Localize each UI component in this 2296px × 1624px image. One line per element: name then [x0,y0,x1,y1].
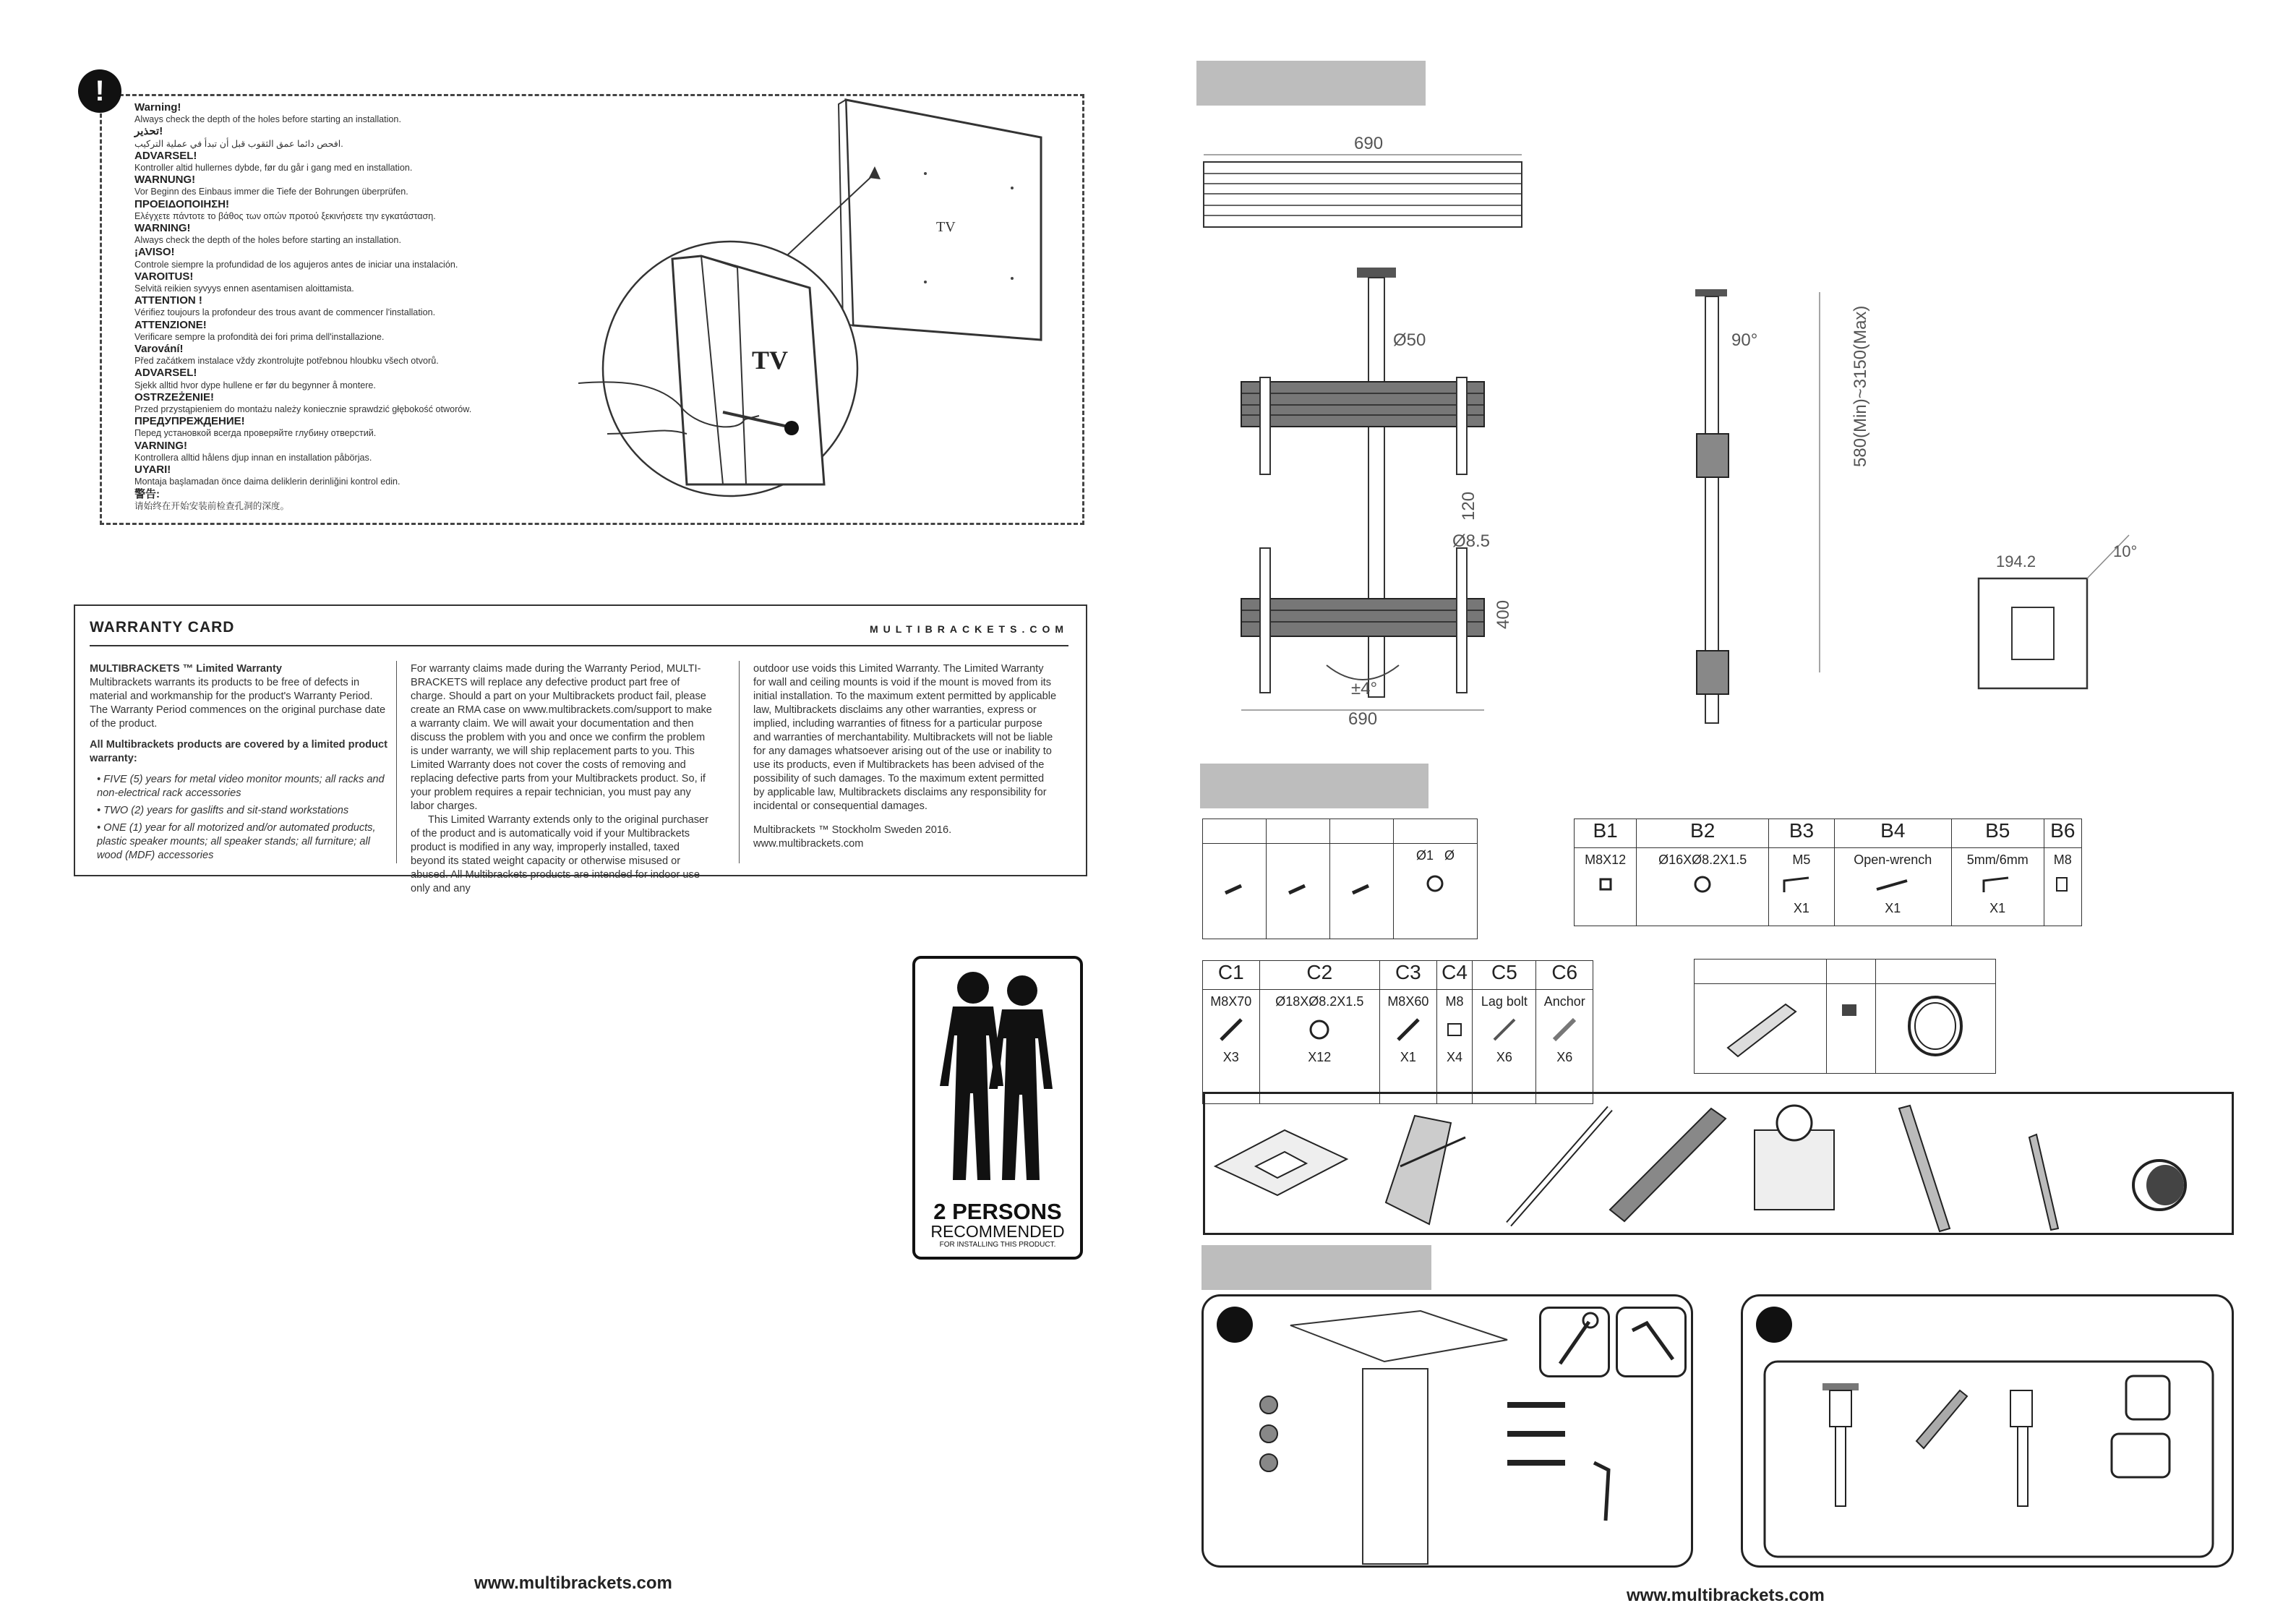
persons-note: FOR INSTALLING THIS PRODUCT. [939,1241,1056,1249]
footer-url-left[interactable]: www.multibrackets.com [474,1573,672,1593]
warranty-sign: Multibrackets ™ Stockholm Sweden 2016. [753,824,952,836]
warning-label: ATTENZIONE! [134,318,207,331]
warning-label: OSTRZEŻENIE! [134,390,215,403]
warning-label: ATTENTION ! [134,294,202,307]
dimension-drawing [1196,116,2209,738]
part-code: B1 [1575,819,1637,848]
anchor-icon [1550,1015,1579,1044]
section-header-dimensions [1196,61,1426,106]
warranty-column-3 [753,662,1057,858]
warning-text: Vérifiez toujours la profondeur des trous avant de commencer l'installation. [134,307,436,318]
washer-icon [1421,869,1449,898]
warranty-divider [90,645,1068,646]
hex-key-icon [1979,873,2016,895]
pole-clamp-icon [1755,1106,1834,1210]
warranty-column-2 [411,662,714,903]
part-qty: X12 [1308,1050,1332,1064]
warning-text: Kontrollera alltid hålens djup innan en installation påbörjas. [134,452,372,463]
part-qty: X6 [1496,1050,1512,1064]
warning-label: WARNING! [134,222,191,235]
dim-bar-width: 690 [1354,134,1384,153]
warning-label: ΠΡΟΕΙΔΟΠΟΙΗΣΗ! [134,197,230,210]
part-spec-b: Ø [1444,848,1455,863]
warning-label: 警告: [134,487,160,500]
small-bar-icon [2029,1134,2058,1230]
part-code: C2 [1259,961,1380,990]
section-header-installation [1201,1245,1431,1290]
dim-plate-width: 194.2 [1996,552,2036,570]
dim-vertical-120: 120 [1459,491,1478,521]
part-spec-a: Ø1 [1415,848,1434,863]
knob-bolt-icon [1836,990,1865,1033]
installation-step-2 [1741,1294,2234,1568]
warranty-bullet: • ONE (1) year for all motorized and/or automated products, plastic speaker mounts; all speaker stands; all furniture; all wood (MDF) accessories [97,822,376,861]
part-code: B4 [1834,819,1951,848]
rail-icon [1610,1108,1726,1221]
warranty-bullet: • TWO (2) years for gaslifts and sit-stand workstations [97,805,349,816]
part-code: B3 [1769,819,1835,848]
warning-text: Sjekk alltid hvor dype hullene er før du begynner å montere. [134,380,376,390]
warning-label: ¡AVISO! [134,246,175,259]
persons-subtitle: RECOMMENDED [930,1222,1065,1241]
warning-label: UYARI! [134,463,171,476]
warning-text: Always check the depth of the holes before starting an installation. [134,235,401,246]
screw-icon [1283,850,1312,907]
vertical-bar-icon [1899,1106,1950,1231]
hex-key-icon [1780,873,1823,895]
end-cap-icon [2133,1161,2185,1210]
screw-icon [1347,850,1376,907]
ring-clamp-icon [1899,990,1971,1062]
parts-table-a [1202,819,1478,939]
warranty-paragraph: outdoor use voids this Limited Warranty. The Limited Warranty for wall and ceiling mounts is void if the mount is moved from its initial installation. To the maximum extent permitted by applicable law, Multibrackets disclaims any other warranties, express or implied, including warranties of fitness for a particular purpose and warranties of merchantability. Multibrackets will not be liable for any damages whatsoever arising out of the use or inability to use its products, even if Multibrackets has been advised of the possibility of such damages. To the maximum extent permitted by applicable law, Multibrackets disclaims any responsibility for incidental or consequential damages. [753,663,1057,812]
nut-icon [2054,873,2071,895]
warning-label: ADVARSEL! [134,367,197,380]
open-wrench-icon [1871,873,1914,895]
part-spec: Ø18XØ8.2X1.5 [1275,994,1364,1009]
parts-table-d [1694,959,1996,1074]
warning-text: Перед установкой всегда проверяйте глубину отверстий. [134,428,377,439]
part-code: C5 [1473,961,1536,990]
warning-text: Selvitä reikien syvyys ennen asentamisen aloittamista. [134,283,354,294]
warning-text: Kontroller altid hullernes dybde, før du går i gang med en installation. [134,163,413,174]
warning-list [134,101,539,512]
parts-table-b [1574,819,2082,926]
part-spec: 5mm/6mm [1966,852,2029,867]
two-persons-icon [915,963,1080,1195]
warranty-column-1 [90,662,393,866]
warranty-heading: MULTIBRACKETS ™ Limited Warranty [90,663,282,675]
part-spec: Anchor [1543,994,1585,1009]
screw-icon [1220,850,1248,907]
warning-text: Przed przystąpieniem do montażu należy koniecznie sprawdzić głębokość otworów. [134,404,472,415]
warning-label: ADVARSEL! [134,149,197,162]
dim-pole-diameter: Ø50 [1393,330,1426,350]
warranty-covered: All Multibrackets products are covered by a limited product warranty: [90,739,387,764]
dim-plate-tilt: 10° [2113,542,2138,560]
part-spec: Open-wrench [1854,852,1932,867]
bolt-icon [1394,1015,1423,1044]
warranty-title: WARRANTY CARD [90,619,235,636]
part-qty: X1 [1885,901,1901,915]
part-spec: M8X12 [1585,852,1627,867]
installation-step-1 [1201,1294,1693,1568]
part-qty: X1 [1400,1050,1416,1064]
part-code: B6 [2044,819,2081,848]
warranty-intro: Multibrackets warrants its products to be free of defects in material and workmanship for the product's Warranty Period. The Warranty Period commences on the original purchase date of the product. [90,677,386,730]
drill-depth-illustration [578,94,1084,525]
footer-url-right[interactable]: www.multibrackets.com [1627,1586,1825,1605]
nut-icon [1444,1015,1465,1044]
tv-label-small: TV [936,219,956,235]
part-spec: M5 [1792,852,1811,867]
part-code: C1 [1203,961,1260,990]
two-persons-badge [912,956,1083,1260]
warranty-url: www.multibrackets.com [753,838,864,850]
dim-rotation: 90° [1731,330,1758,350]
components-panel [1203,1092,2234,1235]
part-qty: X3 [1222,1050,1239,1064]
part-spec: M8 [2053,852,2072,867]
part-qty: X1 [1793,901,1809,915]
warranty-paragraph: This Limited Warranty extends only to the original purchaser of the product and is automatically void if your Multibrackets product is modified in any way, improperly installed, taxed beyond its stated weight capacity or otherwise misused or abused. All Multibrackets products are intended for indoor use only and any [411,814,708,894]
exclamation-icon: ! [78,69,121,113]
part-spec: Lag bolt [1481,994,1528,1009]
part-spec: M8X70 [1210,994,1252,1009]
warning-text: Controle siempre la profundidad de los agujeros antes de iniciar una instalación. [134,259,458,270]
dim-height-range: 580(Min)~3150(Max) [1851,305,1870,467]
warranty-card [74,604,1087,894]
step-2-illustration [1743,1296,2236,1570]
warning-text: Před začátkem instalace vždy zkontrolujte potřebnou hloubku všech otvorů. [134,356,439,367]
column-divider [739,661,740,863]
step-1-illustration [1204,1296,1695,1570]
part-qty: X6 [1556,1050,1573,1064]
part-code: B2 [1637,819,1769,848]
part-spec: M8 [1445,994,1464,1009]
ceiling-plate-icon [1215,1130,1347,1195]
part-code: C4 [1436,961,1473,990]
tv-label-large: TV [752,346,789,375]
part-spec: M8X60 [1387,994,1429,1009]
warranty-site: MULTIBRACKETS.COM [869,623,1068,635]
warning-label: تحذير! [134,125,163,138]
column-divider [396,661,397,863]
part-code: C3 [1380,961,1437,990]
dim-hole-diameter: Ø8.5 [1452,531,1491,551]
warning-label: WARNUNG! [134,174,196,187]
part-spec: Ø16XØ8.2X1.5 [1658,852,1747,867]
warranty-paragraph: For warranty claims made during the Warranty Period, MULTI-BRACKETS will replace any defective product part free of charge. Should a part on your Multibrackets product fail, please create an RMA case on www.multibrackets.com/support to make a warranty claim. We will await your documentation and then discuss the problem with you and once we confirm the problem is under warranty, we will ship replacement parts to you. This Limited Warranty does not cover the costs of removing and replacing defective parts from your Multibrackets product. So, if your problem requires a repair technician, you must pay any labor charges. [411,663,712,812]
part-spec [1394,848,1477,863]
pole-icon [1509,1108,1610,1224]
washer-icon [1305,1015,1334,1044]
bracket-plate-icon [1721,990,1800,1062]
dim-tilt: ±4° [1351,679,1378,698]
warning-label: VARNING! [134,439,188,452]
bolt-icon [1217,1015,1246,1044]
warning-label: ПРЕДУПРЕЖДЕНИЕ! [134,415,245,428]
warning-text: Always check the depth of the holes before starting an installation. [134,114,401,125]
warning-text: Ελέγχετε πάντοτε το βάθος των οπών προτού ξεκινήσετε την εγκατάσταση. [134,210,436,221]
lag-bolt-icon [1490,1015,1519,1044]
persons-title: 2 PERSONS [933,1199,1062,1224]
warning-label: Warning! [134,101,181,114]
dim-vertical-400: 400 [1494,599,1513,629]
parts-table-c [1202,960,1593,1104]
part-code: B5 [1951,819,2044,848]
warning-text: Verificare sempre la profondità dei fori prima dell'installazione. [134,331,385,342]
part-qty: X4 [1446,1050,1463,1064]
warning-text: Vor Beginn des Einbaus immer die Tiefe der Bohrungen überprüfen. [134,187,408,197]
part-qty: X1 [1989,901,2006,915]
warning-text: Montaja başlamadan önce daima deliklerin derinliğini kontrol edin. [134,476,400,487]
bolt-icon [1595,873,1616,895]
warning-text: افحص دائما عمق الثقوب قبل أن تبدأ في عملية التركيب. [134,138,343,149]
part-code: C6 [1536,961,1593,990]
warning-label: VAROITUS! [134,270,194,283]
section-header-parts [1200,764,1428,808]
dim-bottom-width: 690 [1348,709,1378,729]
warning-text: 请始终在开始安装前检查孔洞的深度。 [134,500,290,511]
washer-icon [1692,873,1713,895]
warranty-bullet: • FIVE (5) years for metal video monitor mounts; all racks and non-electrical rack accessories [97,774,385,799]
tilt-bracket-icon [1386,1116,1465,1224]
warning-label: Varování! [134,343,184,356]
